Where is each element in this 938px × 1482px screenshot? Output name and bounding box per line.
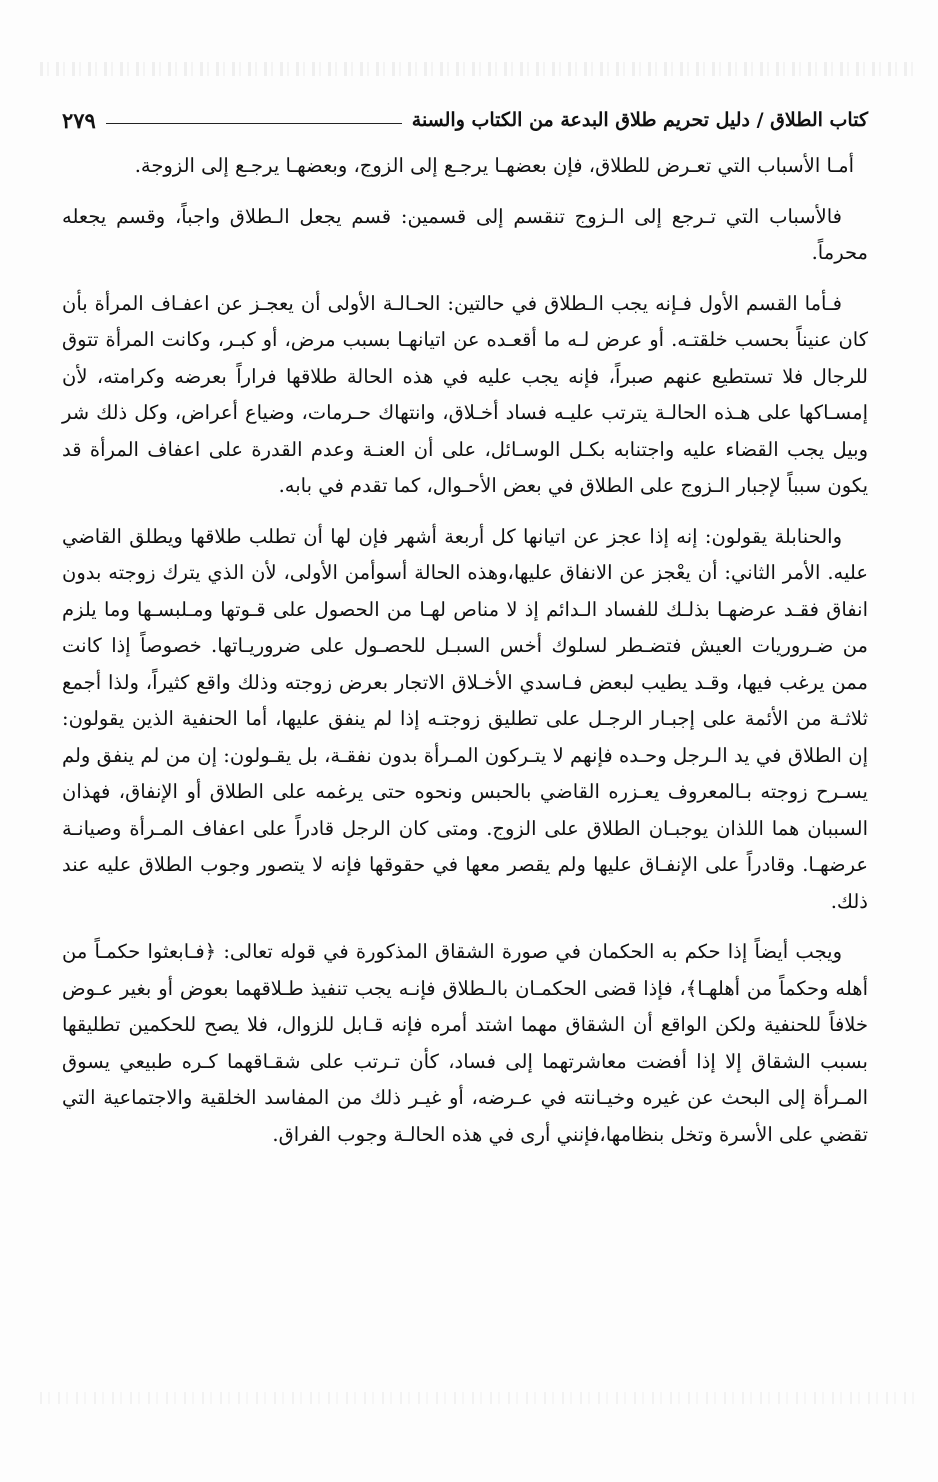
paragraph: أمـا الأسباب التي تعـرض للطلاق، فإن بعضهـا يرجـع إلى الزوج، وبعضهـا يرجـع إلى الزوجة.	[134, 154, 854, 177]
running-title: كتاب الطلاق / دليل تحريم طلاق البدعة من الكتاب والسنة	[411, 109, 868, 131]
page-number: ٢٧٩	[62, 107, 96, 133]
paragraph: والحنابلة يقولون: إنه إذا عجز عن اتيانها كل أربعة أشهر فإن لها أن تطلب طلاقها ويطلق القاضي عليه. الأمر الثاني: أن يعْجز عن الانفاق عليها،وهذه الحالة أسوأمن الأولى، لأن الذي يترك زوجته بدون انفاق فقـد عرضهـا بذلـك للفساد الـدائم إذ لا مناص لهـا من الحصول على قـوتها ومـلبسـها وما يلزم من ضـروريات العيش فتضـطر لسلوك أخس السبـل للحصـول على ضروريـاتها. خصوصاً إذا كانت ممن يرغب فيها، وقـد يطيب لبعض فـاسدي الأخـلاق الاتجار بعرض زوجته وذلك واقع كثيراً، ولذا أجمع ثلاثـة من الأئمة على إجبـار الرجـل على تطليق زوجتـه إذا لم ينفق عليها، أما الحنفية الذين يقولون: إن الطلاق في يد الـرجل وحـده فإنهم لا يتـركون المـرأة بدون نفقـة، بل يقـولون: إن من لم ينفق ولم يسـرح زوجته بـالمعروف يعـزره القاضي بالحبس ونحوه حتى يرغمه على الطلاق أو الإنفاق، فهذان السببان هما اللذان يوجبـان الطلاق على الزوج. ومتى كان الرجل قادراً على اعفاف المـرأة وصيانـة عرضهـا. وقادراً على الإنفـاق عليها ولم يقصر معها في حقوقها فإنه لا يتصور وجوب الطلاق عليه عند ذلك.	[62, 524, 868, 913]
paragraph: ويجب أيضاً إذا حكم به الحكمان في صورة الشقاق المذكورة في قوله تعالى: ﴿فـابعثوا حكمـاً من أهله وحكماً من أهلهـا﴾، فإذا قضى الحكمـان بالـطلاق فإنـه يجب تنفيذ طـلاقهما بعوض أو بغير عـوض خلافاً للحنفية ولكن الواقع أن الشقاق مهما اشتد أمره فإنه قـابل للزوال، فلا يصح للحكمين تطليقها بسبب الشقاق إلا إذا أفضت معاشرتهما إلى فساد، كأن تـرتب على شقـاقهما كـره طبيعي يسوق المـرأة إلى البحث عن غيره وخيـانته في عـرضه، أو غيـر ذلك من المفاسد الخلقية والاجتماعية التي تقضي على الأسرة وتخل بنظامها،فإنني أرى في هذه الحالـة وجوب الفراق.	[62, 940, 868, 1146]
body-text	[62, 148, 868, 1167]
header-rule	[106, 123, 402, 124]
page-header	[62, 100, 868, 140]
scan-artifact-bottom	[40, 1392, 918, 1404]
scan-artifact-top	[40, 62, 918, 76]
paragraph: فـأما القسم الأول فـإنه يجب الـطلاق في حالتين: الحـالـة الأولى أن يعجـز عن اعفـاف المرأة بأن كان عنيناً بحسب خلقتـه. أو عرض لـه ما أقعـده عن اتيانهـا بسبب مرض، أو كبـر، وكانت المرأة تتوق للرجال فلا تستطيع عنهم صبراً، فإنه يجب عليه في هذه الحالة طلاقها فراراً بعرضه وكرامته، لأن إمسـاكها على هـذه الحالـة يترتب عليـه فساد أخـلاق، وانتهاك حـرمات، وضياع أعراض، وكل ذلك شر وبيل يجب القضاء عليه واجتنابه بكـل الوسـائل، على أن العنـة وعدم القدرة على اعفاف المرأة قد يكون سبباً لإجبار الـزوج على الطلاق في بعض الأحـوال، كما تقدم في بابه.	[62, 291, 868, 497]
paragraph: فالأسباب التي تـرجع إلى الـزوج تنقسم إلى قسمين: قسم يجعل الـطلاق واجباً، وقسم يجعله محرماً.	[62, 204, 868, 264]
